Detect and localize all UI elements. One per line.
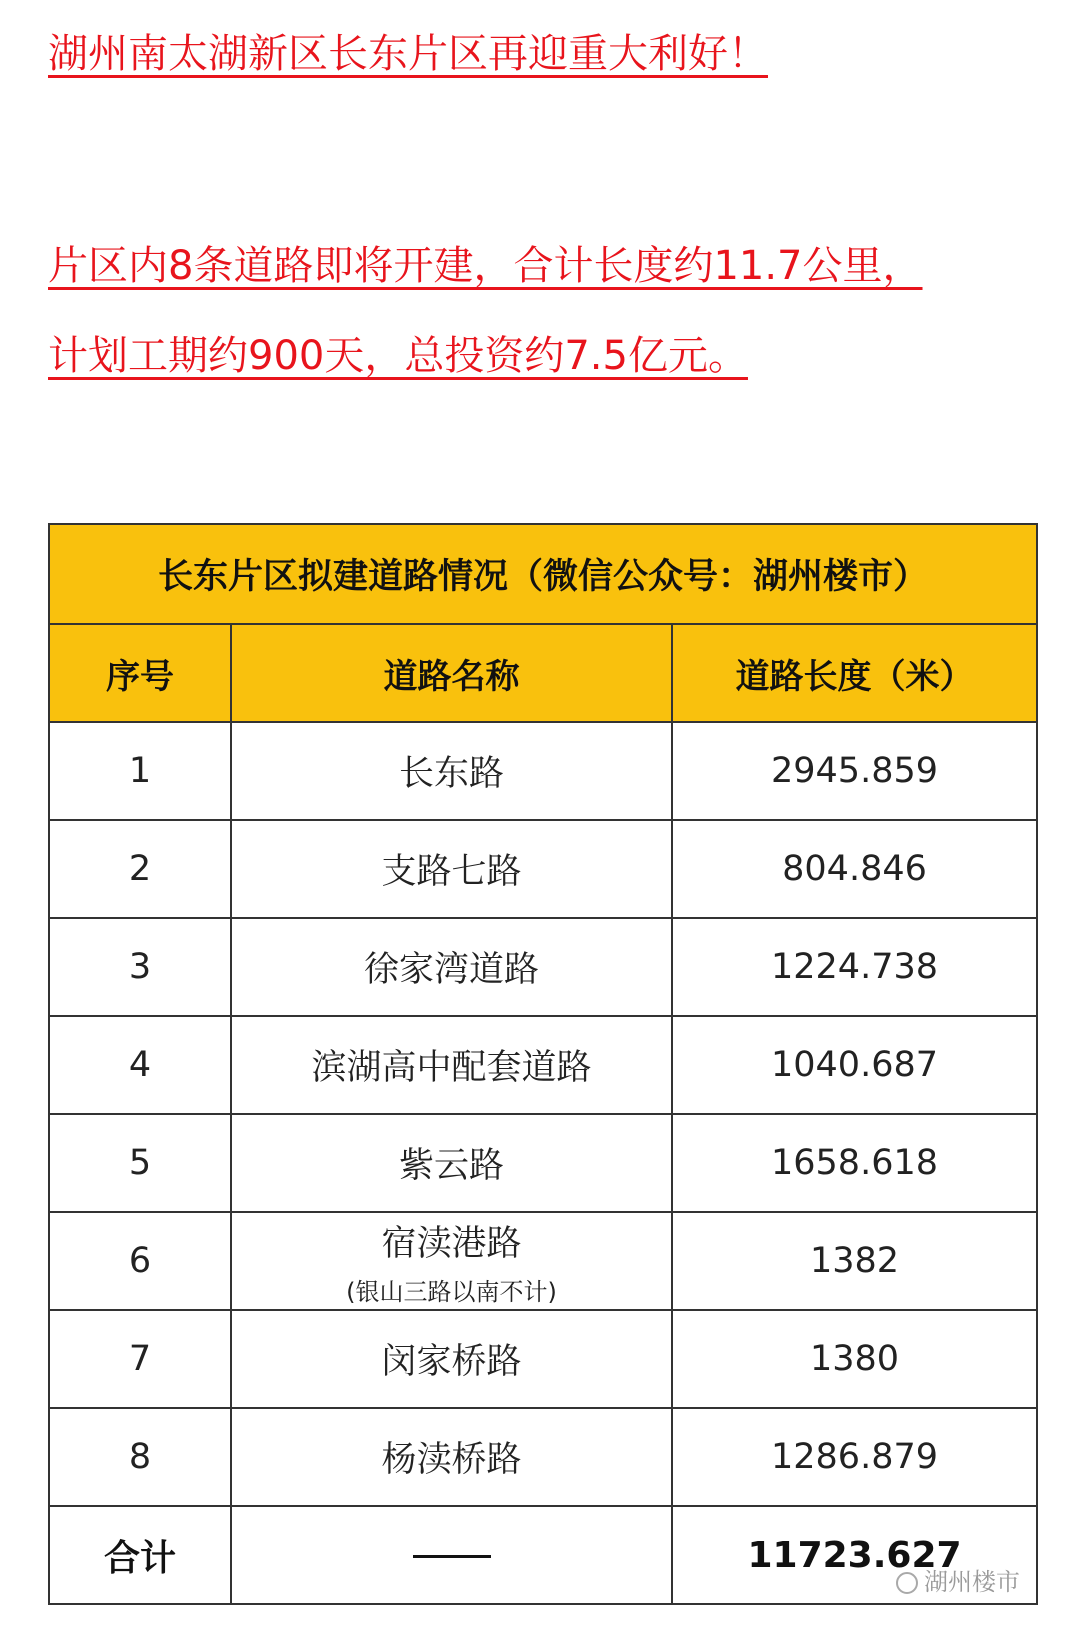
total-name-dash (413, 1555, 491, 1558)
watermark (896, 1562, 1020, 1597)
headline-summary-line-2: 计划工期约900天，总投资约7.5亿元。 (48, 333, 748, 379)
road-name-cell (231, 1212, 672, 1310)
table-body (49, 722, 1037, 1506)
road-name-cell (231, 1310, 672, 1408)
row-number: 8 (49, 1408, 231, 1506)
total-name-cell (231, 1506, 672, 1604)
road-name-cell (231, 1408, 672, 1506)
table-row (49, 820, 1037, 918)
row-number: 2 (49, 820, 231, 918)
road-length: 2945.859 (672, 722, 1037, 820)
table-caption-row (49, 524, 1037, 624)
road-name-cell (231, 918, 672, 1016)
table-total-row (49, 1506, 1037, 1604)
road-name: 支路七路 (381, 852, 522, 892)
table-row (49, 918, 1037, 1016)
road-length: 1040.687 (672, 1016, 1037, 1114)
headline-summary-line-1: 片区内8条道路即将开建，合计长度约11.7公里， (48, 243, 923, 289)
table-row (49, 1114, 1037, 1212)
road-name-cell (231, 722, 672, 820)
column-header-name: 道路名称 (231, 624, 672, 722)
road-name: 杨渎桥路 (381, 1440, 522, 1480)
road-length: 1382 (672, 1212, 1037, 1310)
road-name: 宿渎港路 (381, 1223, 522, 1264)
row-number: 4 (49, 1016, 231, 1114)
headline-title: 湖州南太湖新区长东片区再迎重大利好！ (48, 31, 768, 77)
road-name: 紫云路 (398, 1146, 504, 1186)
road-name-cell (231, 1016, 672, 1114)
total-label: 合计 (49, 1506, 231, 1604)
table-row (49, 1212, 1037, 1310)
table-row (49, 1408, 1037, 1506)
road-name: 长东路 (398, 754, 504, 794)
road-length: 1286.879 (672, 1408, 1037, 1506)
table-row (49, 1016, 1037, 1114)
watermark-text: 湖州楼市 (924, 1568, 1020, 1596)
road-name-cell (231, 1114, 672, 1212)
road-length: 1224.738 (672, 918, 1037, 1016)
row-number: 7 (49, 1310, 231, 1408)
table-header-row (49, 624, 1037, 722)
wechat-icon (896, 1572, 918, 1594)
table-row (49, 722, 1037, 820)
road-name: 滨湖高中配套道路 (311, 1048, 592, 1088)
table-row (49, 1310, 1037, 1408)
row-number: 1 (49, 722, 231, 820)
total-length-value: 11723.627 (747, 1534, 962, 1576)
road-name-cell (231, 820, 672, 918)
road-table (48, 523, 1038, 1605)
row-number: 6 (49, 1212, 231, 1310)
road-length: 804.846 (672, 820, 1037, 918)
road-name: 闵家桥路 (381, 1342, 522, 1382)
column-header-no: 序号 (49, 624, 231, 722)
row-number: 5 (49, 1114, 231, 1212)
road-length: 1658.618 (672, 1114, 1037, 1212)
table-caption: 长东片区拟建道路情况（微信公众号：湖州楼市） (49, 524, 1037, 624)
road-name-note: (银山三路以南不计) (346, 1277, 557, 1306)
column-header-length: 道路长度（米） (672, 624, 1037, 722)
road-name: 徐家湾道路 (363, 950, 539, 990)
row-number: 3 (49, 918, 231, 1016)
road-length: 1380 (672, 1310, 1037, 1408)
